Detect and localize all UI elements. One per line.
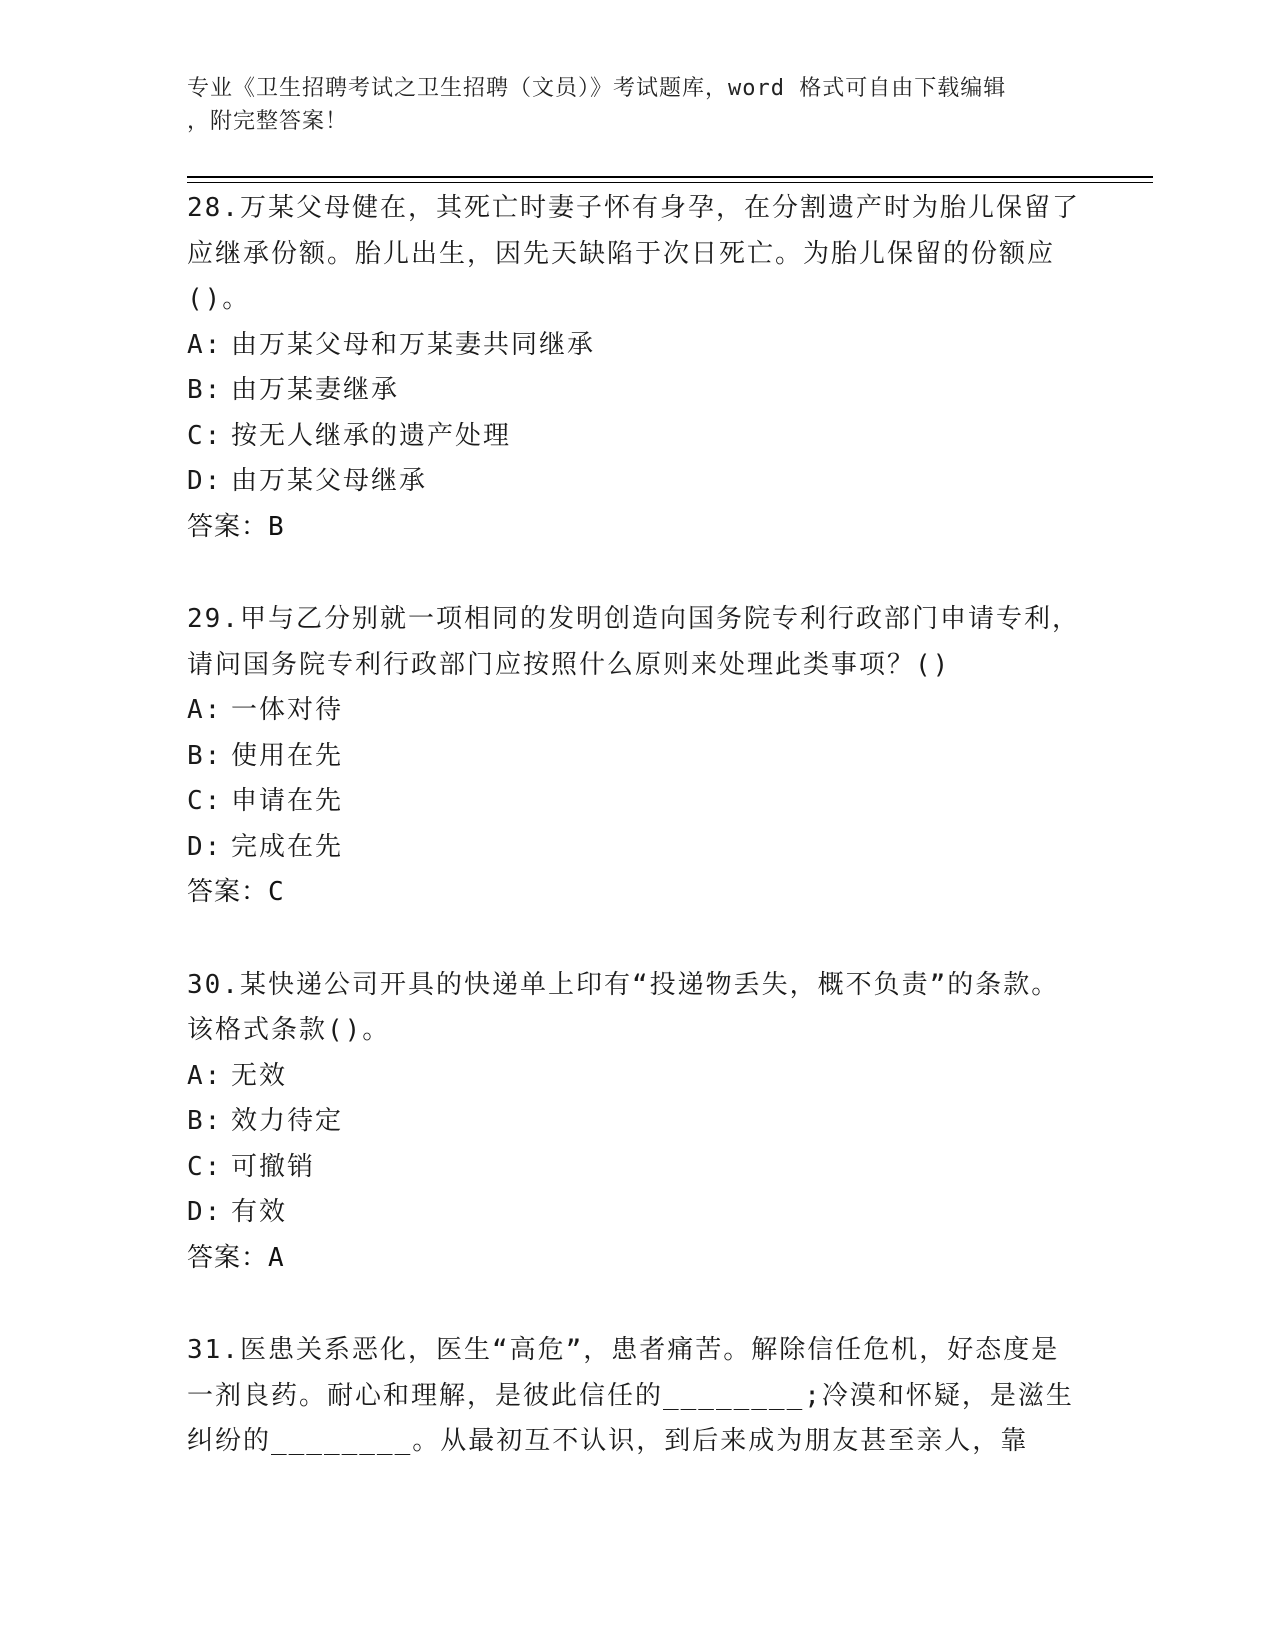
option-key: B:	[187, 375, 223, 405]
option-text: 一体对待	[231, 695, 344, 725]
option-text: 完成在先	[231, 831, 344, 862]
answer-value: B	[268, 511, 285, 542]
option-d	[187, 459, 1087, 505]
option-a	[187, 688, 1087, 734]
option-key: A:	[187, 329, 223, 360]
option-key: C:	[187, 1151, 223, 1182]
question-list	[187, 186, 1087, 1465]
question-31	[187, 1328, 1087, 1465]
answer-label: 答案：	[187, 511, 269, 542]
option-d	[187, 825, 1087, 871]
header-divider-thick	[187, 176, 1153, 178]
option-key: C:	[187, 420, 223, 451]
option-a	[187, 323, 1087, 369]
answer-value: C	[268, 877, 285, 907]
option-text: 可撤销	[231, 1151, 316, 1182]
option-text: 由万某妻继承	[231, 375, 400, 405]
option-text: 有效	[231, 1197, 288, 1227]
answer-line	[187, 870, 1087, 916]
answer-line	[187, 505, 1087, 551]
option-a	[187, 1054, 1087, 1100]
option-b	[187, 368, 1087, 414]
option-text: 申请在先	[231, 786, 344, 816]
question-29	[187, 597, 1087, 916]
answer-value: A	[268, 1242, 285, 1273]
answer-label: 答案：	[187, 877, 269, 907]
answer-line	[187, 1236, 1087, 1282]
question-text: 31.医患关系恶化，医生“高危”，患者痛苦。解除信任危机，好态度是一剂良药。耐心和理解，是彼此信任的________;冷漠和怀疑，是滋生纠纷的________。从最初互不认识，到后来成为朋友甚至亲人，靠	[187, 1335, 1074, 1456]
answer-label: 答案：	[187, 1242, 269, 1273]
option-text: 使用在先	[231, 740, 344, 771]
option-key: D:	[187, 466, 223, 496]
option-key: B:	[187, 1106, 223, 1136]
option-b	[187, 1099, 1087, 1145]
question-28	[187, 186, 1087, 550]
document-header	[187, 72, 1067, 138]
option-text: 效力待定	[231, 1106, 344, 1136]
header-divider-thin	[187, 182, 1153, 183]
question-30	[187, 963, 1087, 1282]
header-line-2: ，附完整答案！	[187, 109, 349, 134]
option-key: D:	[187, 831, 223, 862]
option-text: 无效	[231, 1060, 288, 1091]
header-line-1: 专业《卫生招聘考试之卫生招聘（文员）》考试题库，word 格式可自由下载编辑	[187, 76, 1007, 101]
option-d	[187, 1190, 1087, 1236]
option-c	[187, 1145, 1087, 1191]
option-key: A:	[187, 1060, 223, 1091]
option-key: A:	[187, 695, 223, 725]
option-key: C:	[187, 786, 223, 816]
option-c	[187, 414, 1087, 460]
question-text: 29.甲与乙分别就一项相同的发明创造向国务院专利行政部门申请专利，请问国务院专利行政部门应按照什么原则来处理此类事项？()	[187, 604, 1080, 680]
question-text: 28.万某父母健在，其死亡时妻子怀有身孕，在分割遗产时为胎儿保留了应继承份额。胎儿出生，因先天缺陷于次日死亡。为胎儿保留的份额应()。	[187, 193, 1080, 314]
option-text: 由万某父母和万某妻共同继承	[231, 329, 596, 360]
option-text: 由万某父母继承	[231, 466, 428, 496]
option-b	[187, 734, 1087, 780]
question-text: 30.某快递公司开具的快递单上印有“投递物丢失，概不负责”的条款。该格式条款()。	[187, 969, 1060, 1045]
option-key: D:	[187, 1197, 223, 1227]
option-c	[187, 779, 1087, 825]
option-text: 按无人继承的遗产处理	[231, 420, 512, 451]
option-key: B:	[187, 740, 223, 771]
